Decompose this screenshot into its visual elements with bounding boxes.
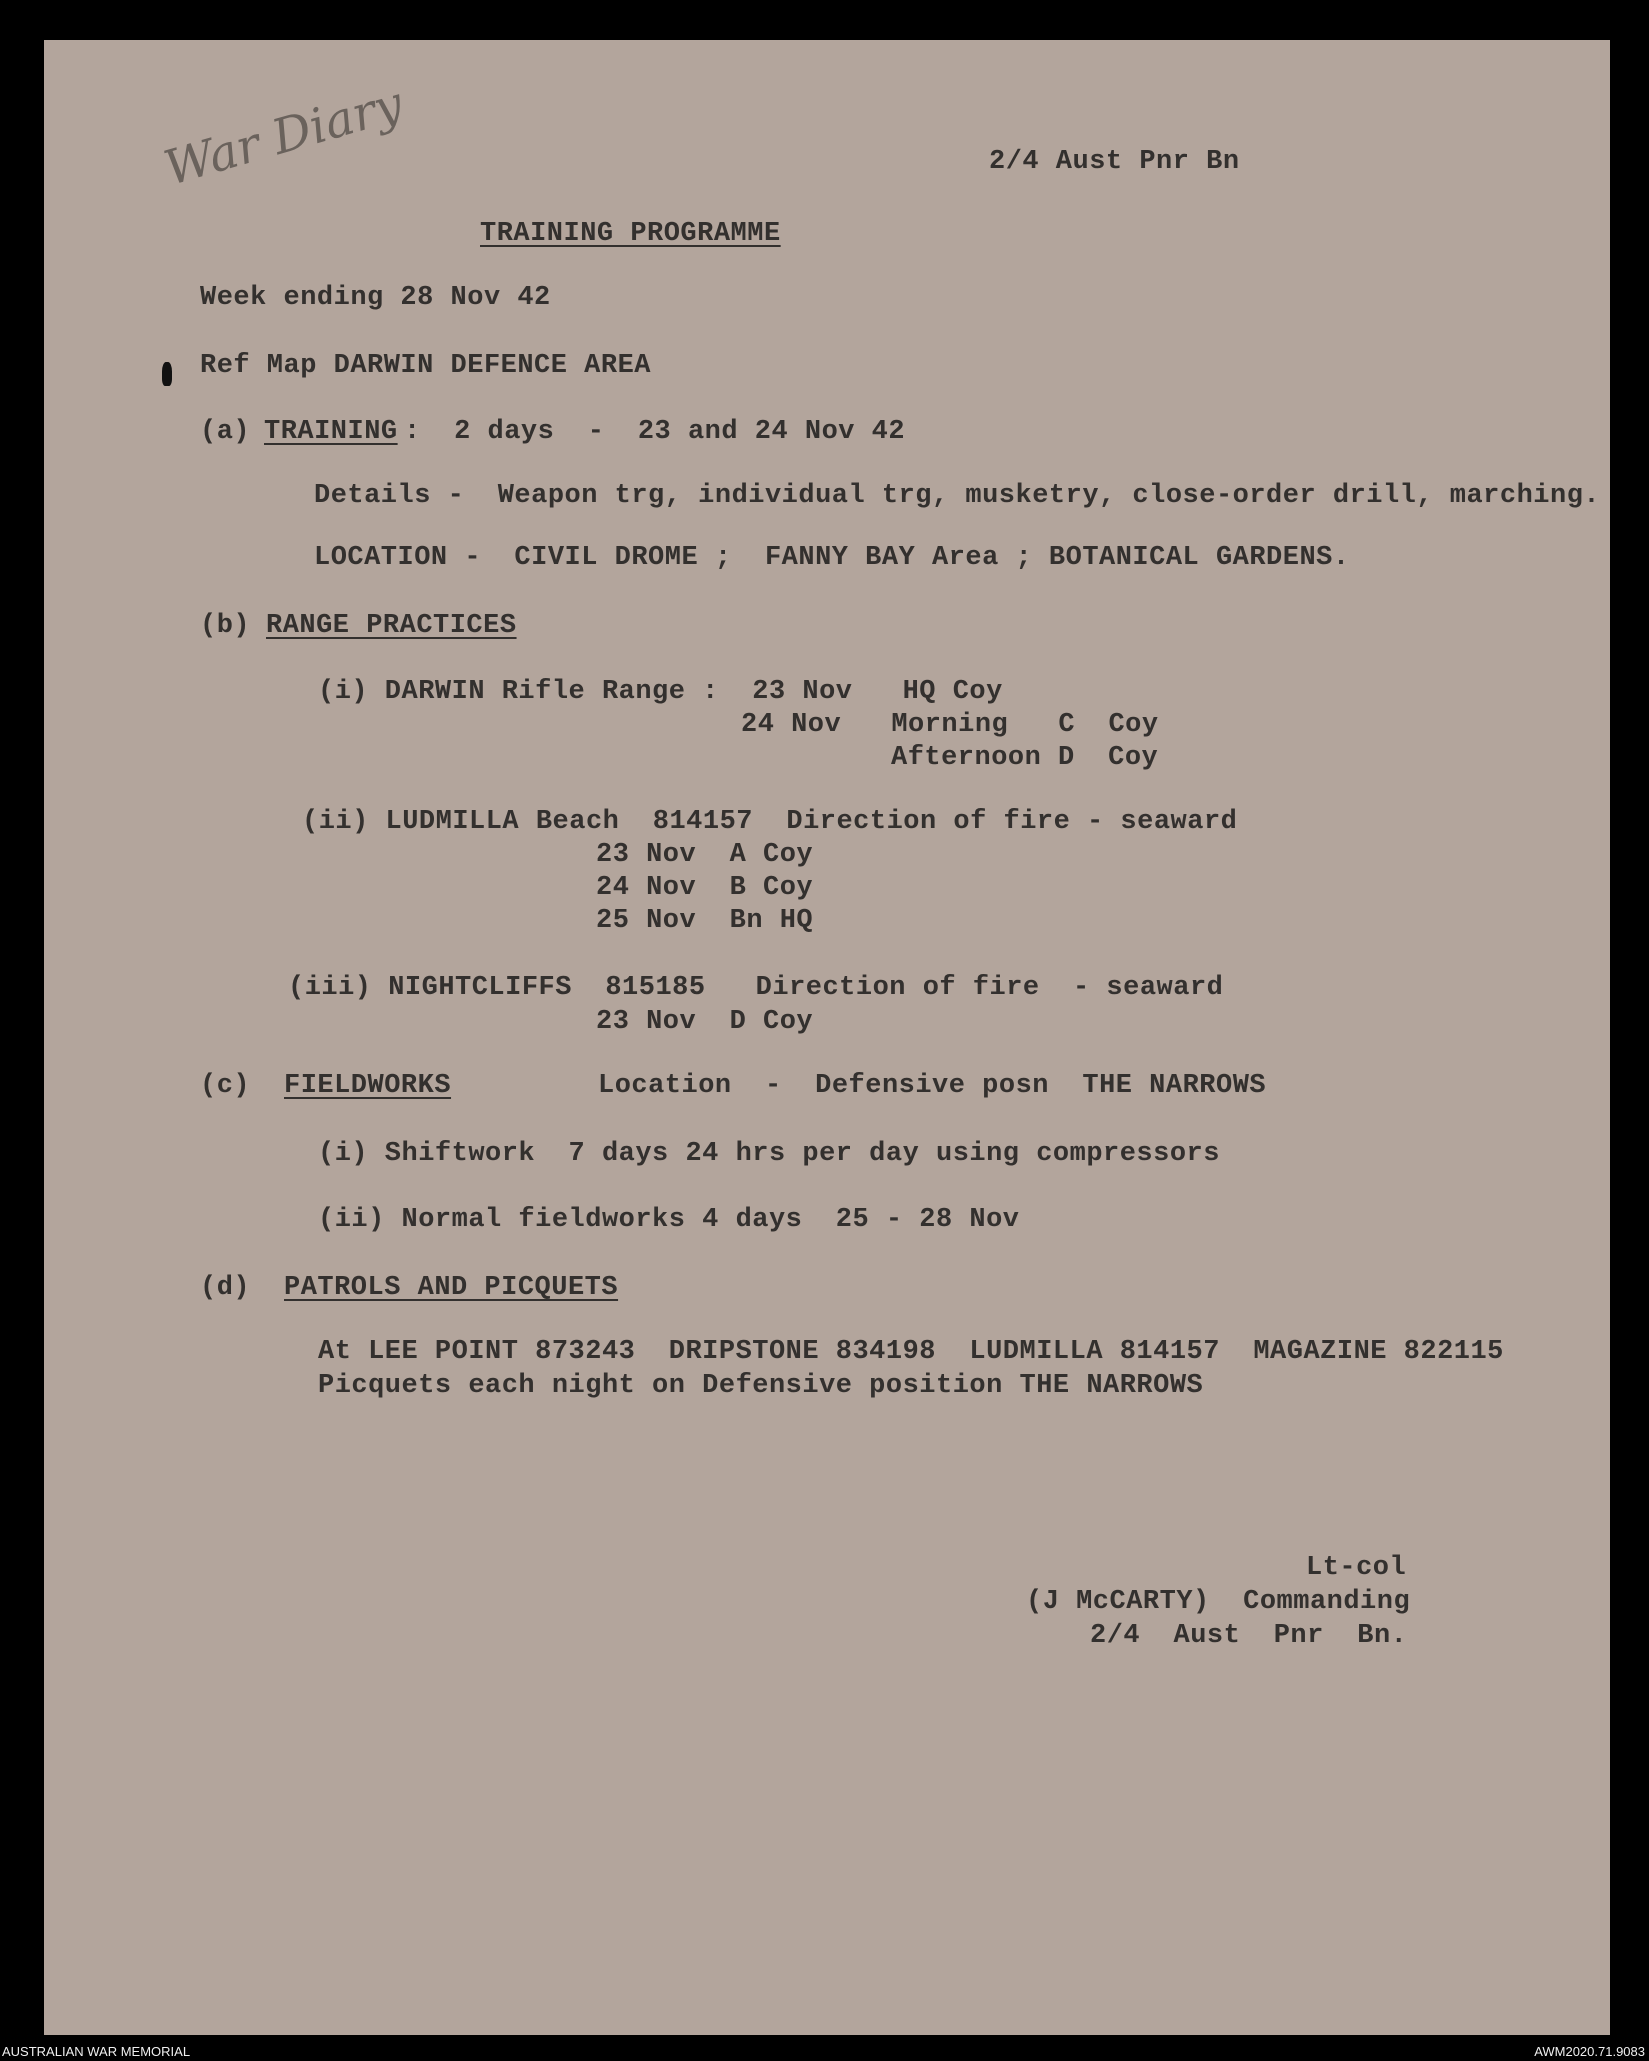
range-iii-line: (iii) NIGHTCLIFFS 815185 Direction of fire - seaward — [288, 973, 1224, 1003]
training-details: Details - Weapon trg, individual trg, musketry, close-order drill, marching. — [314, 481, 1601, 511]
section-c-heading: FIELDWORKS — [284, 1071, 452, 1101]
range-ii-line: 25 Nov Bn HQ — [596, 906, 814, 936]
section-c-label: (c) — [200, 1071, 251, 1101]
unit-header: 2/4 Aust Pnr Bn — [989, 147, 1240, 177]
range-i-line: 24 Nov Morning C Coy — [741, 710, 1159, 740]
ref-map: Ref Map DARWIN DEFENCE AREA — [200, 351, 651, 381]
document-page — [44, 40, 1610, 2035]
section-b-heading: RANGE PRACTICES — [266, 611, 517, 641]
range-i-line: Afternoon D Coy — [891, 743, 1159, 773]
fieldworks-ii: (ii) Normal fieldworks 4 days 25 - 28 Nov — [318, 1205, 1020, 1235]
footer-archive-name: AUSTRALIAN WAR MEMORIAL — [2, 2044, 191, 2059]
range-ii-line: 24 Nov B Coy — [596, 873, 814, 903]
section-a-label: (a) — [200, 417, 251, 447]
week-ending: Week ending 28 Nov 42 — [200, 283, 551, 313]
range-i-line: (i) DARWIN Rifle Range : 23 Nov HQ Coy — [318, 677, 1003, 707]
signature-name: (J McCARTY) Commanding — [1026, 1587, 1411, 1617]
signature-rank: Lt-col — [1306, 1553, 1407, 1583]
patrols-line: At LEE POINT 873243 DRIPSTONE 834198 LUDMILLA 814157 MAGAZINE 822115 — [318, 1337, 1504, 1367]
footer-accession-number: AWM2020.71.9083 — [1534, 2044, 1645, 2059]
section-d-label: (d) — [200, 1273, 251, 1303]
section-a-summary: : 2 days - 23 and 24 Nov 42 — [404, 417, 906, 447]
section-a-heading: TRAINING — [264, 417, 398, 447]
section-d-heading: PATROLS AND PICQUETS — [284, 1273, 619, 1303]
range-ii-line: (ii) LUDMILLA Beach 814157 Direction of fire - seaward — [302, 807, 1238, 837]
ink-mark — [162, 362, 172, 386]
signature-unit: 2/4 Aust Pnr Bn. — [1090, 1621, 1408, 1651]
section-b-label: (b) — [200, 611, 251, 641]
range-ii-line: 23 Nov A Coy — [596, 840, 814, 870]
training-location: LOCATION - CIVIL DROME ; FANNY BAY Area ; BOTANICAL GARDENS. — [314, 543, 1350, 573]
fieldworks-i: (i) Shiftwork 7 days 24 hrs per day using compressors — [318, 1139, 1220, 1169]
fieldworks-location: Location - Defensive posn THE NARROWS — [598, 1071, 1267, 1101]
handwritten-annotation: War Diary — [158, 75, 409, 197]
range-iii-line: 23 Nov D Coy — [596, 1007, 814, 1037]
page-title: TRAINING PROGRAMME — [480, 219, 781, 249]
patrols-line: Picquets each night on Defensive position THE NARROWS — [318, 1371, 1204, 1401]
